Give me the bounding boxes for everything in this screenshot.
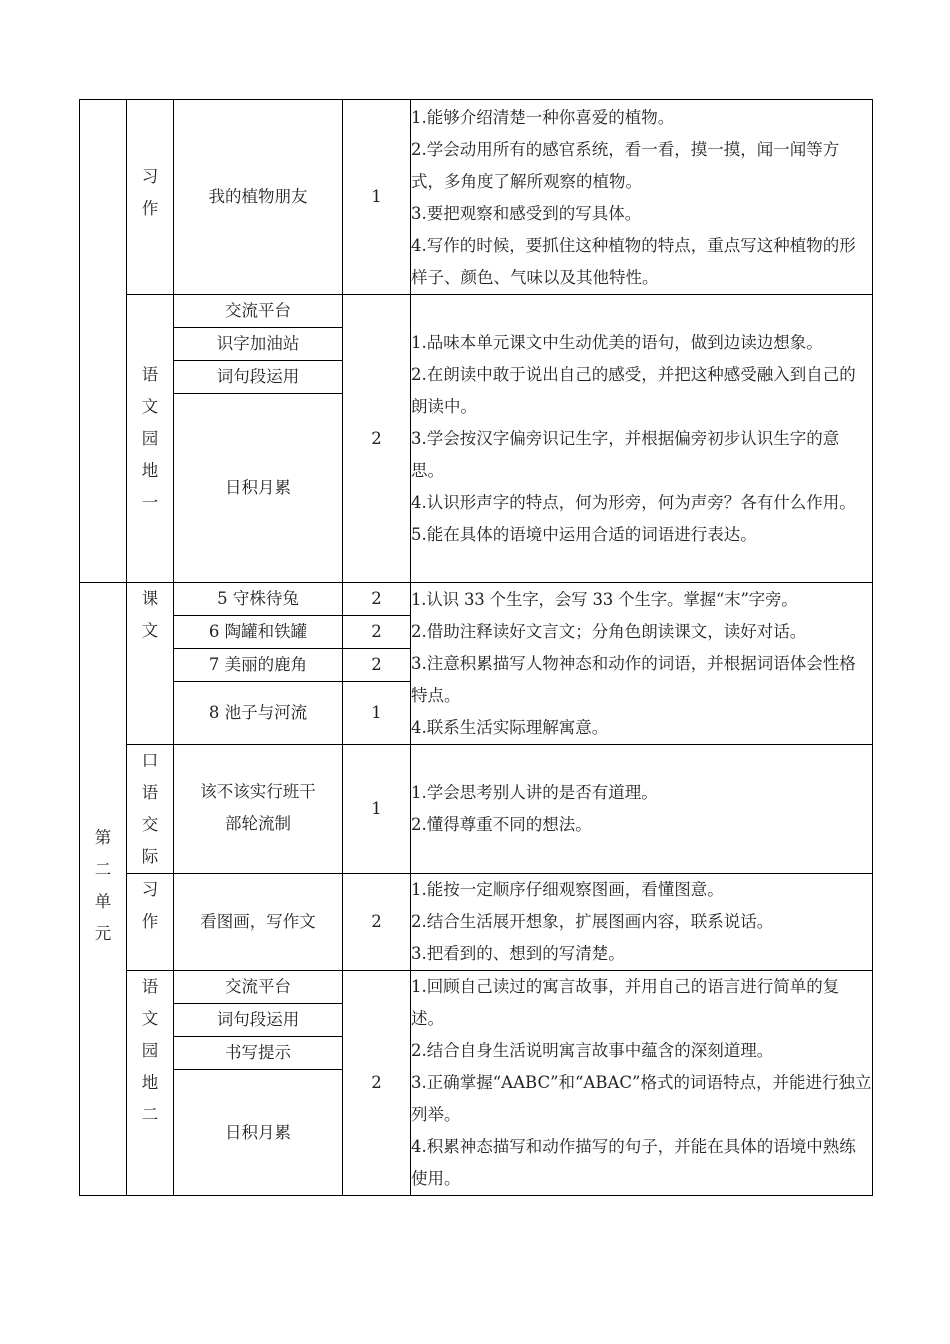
category-char: 地 (141, 1073, 159, 1092)
lesson-cell (174, 745, 343, 874)
hours-cell: 1 (343, 682, 411, 745)
goal-item: 2.懂得尊重不同的想法。 (411, 815, 592, 834)
unit-char: 单 (94, 892, 112, 911)
category-cell (127, 745, 174, 874)
unit-cell-2 (80, 583, 127, 1196)
category-char: 语 (141, 977, 159, 996)
goal-item: 4.认识形声字的特点，何为形旁，何为声旁？各有什么作用。 (411, 492, 856, 512)
goal-item: 1.能按一定顺序仔细观察图画，看懂图意。 (411, 880, 724, 899)
hours-cell: 2 (343, 295, 411, 583)
category-char: 文 (141, 621, 159, 640)
table-row (80, 100, 873, 295)
lesson-cell: 看图画，写作文 (174, 874, 343, 971)
lesson-cell: 交流平台 (174, 295, 343, 328)
category-cell (127, 971, 174, 1196)
goals-cell (411, 971, 873, 1196)
category-char: 一 (141, 492, 159, 512)
goal-item: 2.结合自身生活说明寓言故事中蕴含的深刻道理。 (411, 1041, 774, 1060)
category-cell (127, 100, 174, 295)
goals-cell (411, 583, 873, 745)
goal-item: 4.联系生活实际理解寓意。 (411, 717, 609, 737)
hours-cell: 2 (343, 616, 411, 649)
category-cell (127, 295, 174, 583)
category-cell (127, 583, 174, 745)
hours-cell: 2 (343, 583, 411, 616)
category-char: 地 (141, 460, 159, 480)
goal-item: 5.能在具体的语境中运用合适的词语进行表达。 (411, 524, 757, 544)
category-char: 文 (141, 396, 159, 416)
category-char: 文 (141, 1009, 159, 1028)
lesson-cell: 我的植物朋友 (174, 100, 343, 295)
category-char: 语 (141, 783, 159, 802)
lesson-line: 部轮流制 (225, 814, 291, 833)
category-char: 二 (141, 1105, 159, 1124)
lesson-cell: 书写提示 (174, 1037, 343, 1070)
category-char: 作 (141, 912, 159, 931)
lesson-cell: 词句段运用 (174, 1004, 343, 1037)
category-char: 语 (141, 364, 159, 384)
goal-item: 2.借助注释读好文言文；分角色朗读课文，读好对话。 (411, 621, 807, 641)
goals-cell (411, 745, 873, 874)
unit-char: 元 (94, 924, 112, 943)
goal-item: 1.学会思考别人讲的是否有道理。 (411, 783, 658, 802)
goal-item: 2.结合生活展开想象，扩展图画内容，联系说话。 (411, 912, 774, 931)
unit-cell-1 (80, 100, 127, 583)
unit-char: 第 (94, 828, 112, 847)
table-row (80, 745, 873, 874)
lesson-cell: 词句段运用 (174, 361, 343, 394)
goal-item: 2.学会动用所有的感官系统，看一看，摸一摸，闻一闻等方式，多角度了解所观察的植物。 (411, 140, 840, 191)
hours-cell: 2 (343, 649, 411, 682)
goal-item: 3.注意积累描写人物神态和动作的词语，并根据词语体会性格特点。 (411, 653, 856, 705)
goal-item: 1.品味本单元课文中生动优美的语句，做到边读边想象。 (411, 332, 823, 352)
category-char: 园 (141, 1041, 159, 1060)
unit-char: 二 (94, 860, 112, 879)
goals-cell (411, 100, 873, 295)
category-char: 口 (141, 751, 159, 770)
table-row (80, 874, 873, 971)
category-char: 课 (141, 589, 159, 608)
lesson-cell: 6 陶罐和铁罐 (174, 616, 343, 649)
table-row (80, 295, 873, 328)
category-char: 作 (141, 199, 159, 218)
lesson-cell: 7 美丽的鹿角 (174, 649, 343, 682)
lesson-cell: 交流平台 (174, 971, 343, 1004)
lesson-cell: 日积月累 (174, 394, 343, 583)
goal-item: 1.认识 33 个生字，会写 33 个生字。掌握“末”字旁。 (411, 589, 798, 609)
goal-item: 3.要把观察和感受到的写具体。 (411, 204, 642, 223)
lesson-cell: 5 守株待兔 (174, 583, 343, 616)
table-row (80, 583, 873, 616)
goal-item: 3.正确掌握“AABC”和“ABAC”格式的词语特点，并能进行独立列举。 (411, 1073, 872, 1124)
category-cell (127, 874, 174, 971)
goal-item: 4.积累神态描写和动作描写的句子，并能在具体的语境中熟练使用。 (411, 1137, 856, 1188)
goal-item: 4.写作的时候，要抓住这种植物的特点，重点写这种植物的形样子、颜色、气味以及其他特性。 (411, 236, 856, 287)
goal-item: 1.能够介绍清楚一种你喜爱的植物。 (411, 108, 675, 127)
goal-item: 3.学会按汉字偏旁识记生字，并根据偏旁初步认识生字的意思。 (411, 428, 840, 480)
lesson-cell: 8 池子与河流 (174, 682, 343, 745)
category-char: 习 (141, 880, 159, 899)
hours-cell: 1 (343, 100, 411, 295)
category-char: 际 (141, 847, 159, 866)
goal-item: 3.把看到的、想到的写清楚。 (411, 944, 625, 963)
hours-cell: 1 (343, 745, 411, 874)
lesson-line: 该不该实行班干 (200, 782, 316, 801)
category-char: 习 (141, 167, 159, 186)
category-char: 交 (141, 815, 159, 834)
category-char: 园 (141, 428, 159, 448)
goal-item: 1.回顾自己读过的寓言故事，并用自己的语言进行简单的复述。 (411, 977, 840, 1028)
table-row (80, 971, 873, 1004)
hours-cell: 2 (343, 874, 411, 971)
unit-plan-table (79, 99, 873, 1196)
lesson-cell: 识字加油站 (174, 328, 343, 361)
goals-cell (411, 874, 873, 971)
goal-item: 2.在朗读中敢于说出自己的感受，并把这种感受融入到自己的朗读中。 (411, 364, 856, 416)
hours-cell: 2 (343, 971, 411, 1196)
goals-cell (411, 295, 873, 583)
lesson-cell: 日积月累 (174, 1070, 343, 1196)
